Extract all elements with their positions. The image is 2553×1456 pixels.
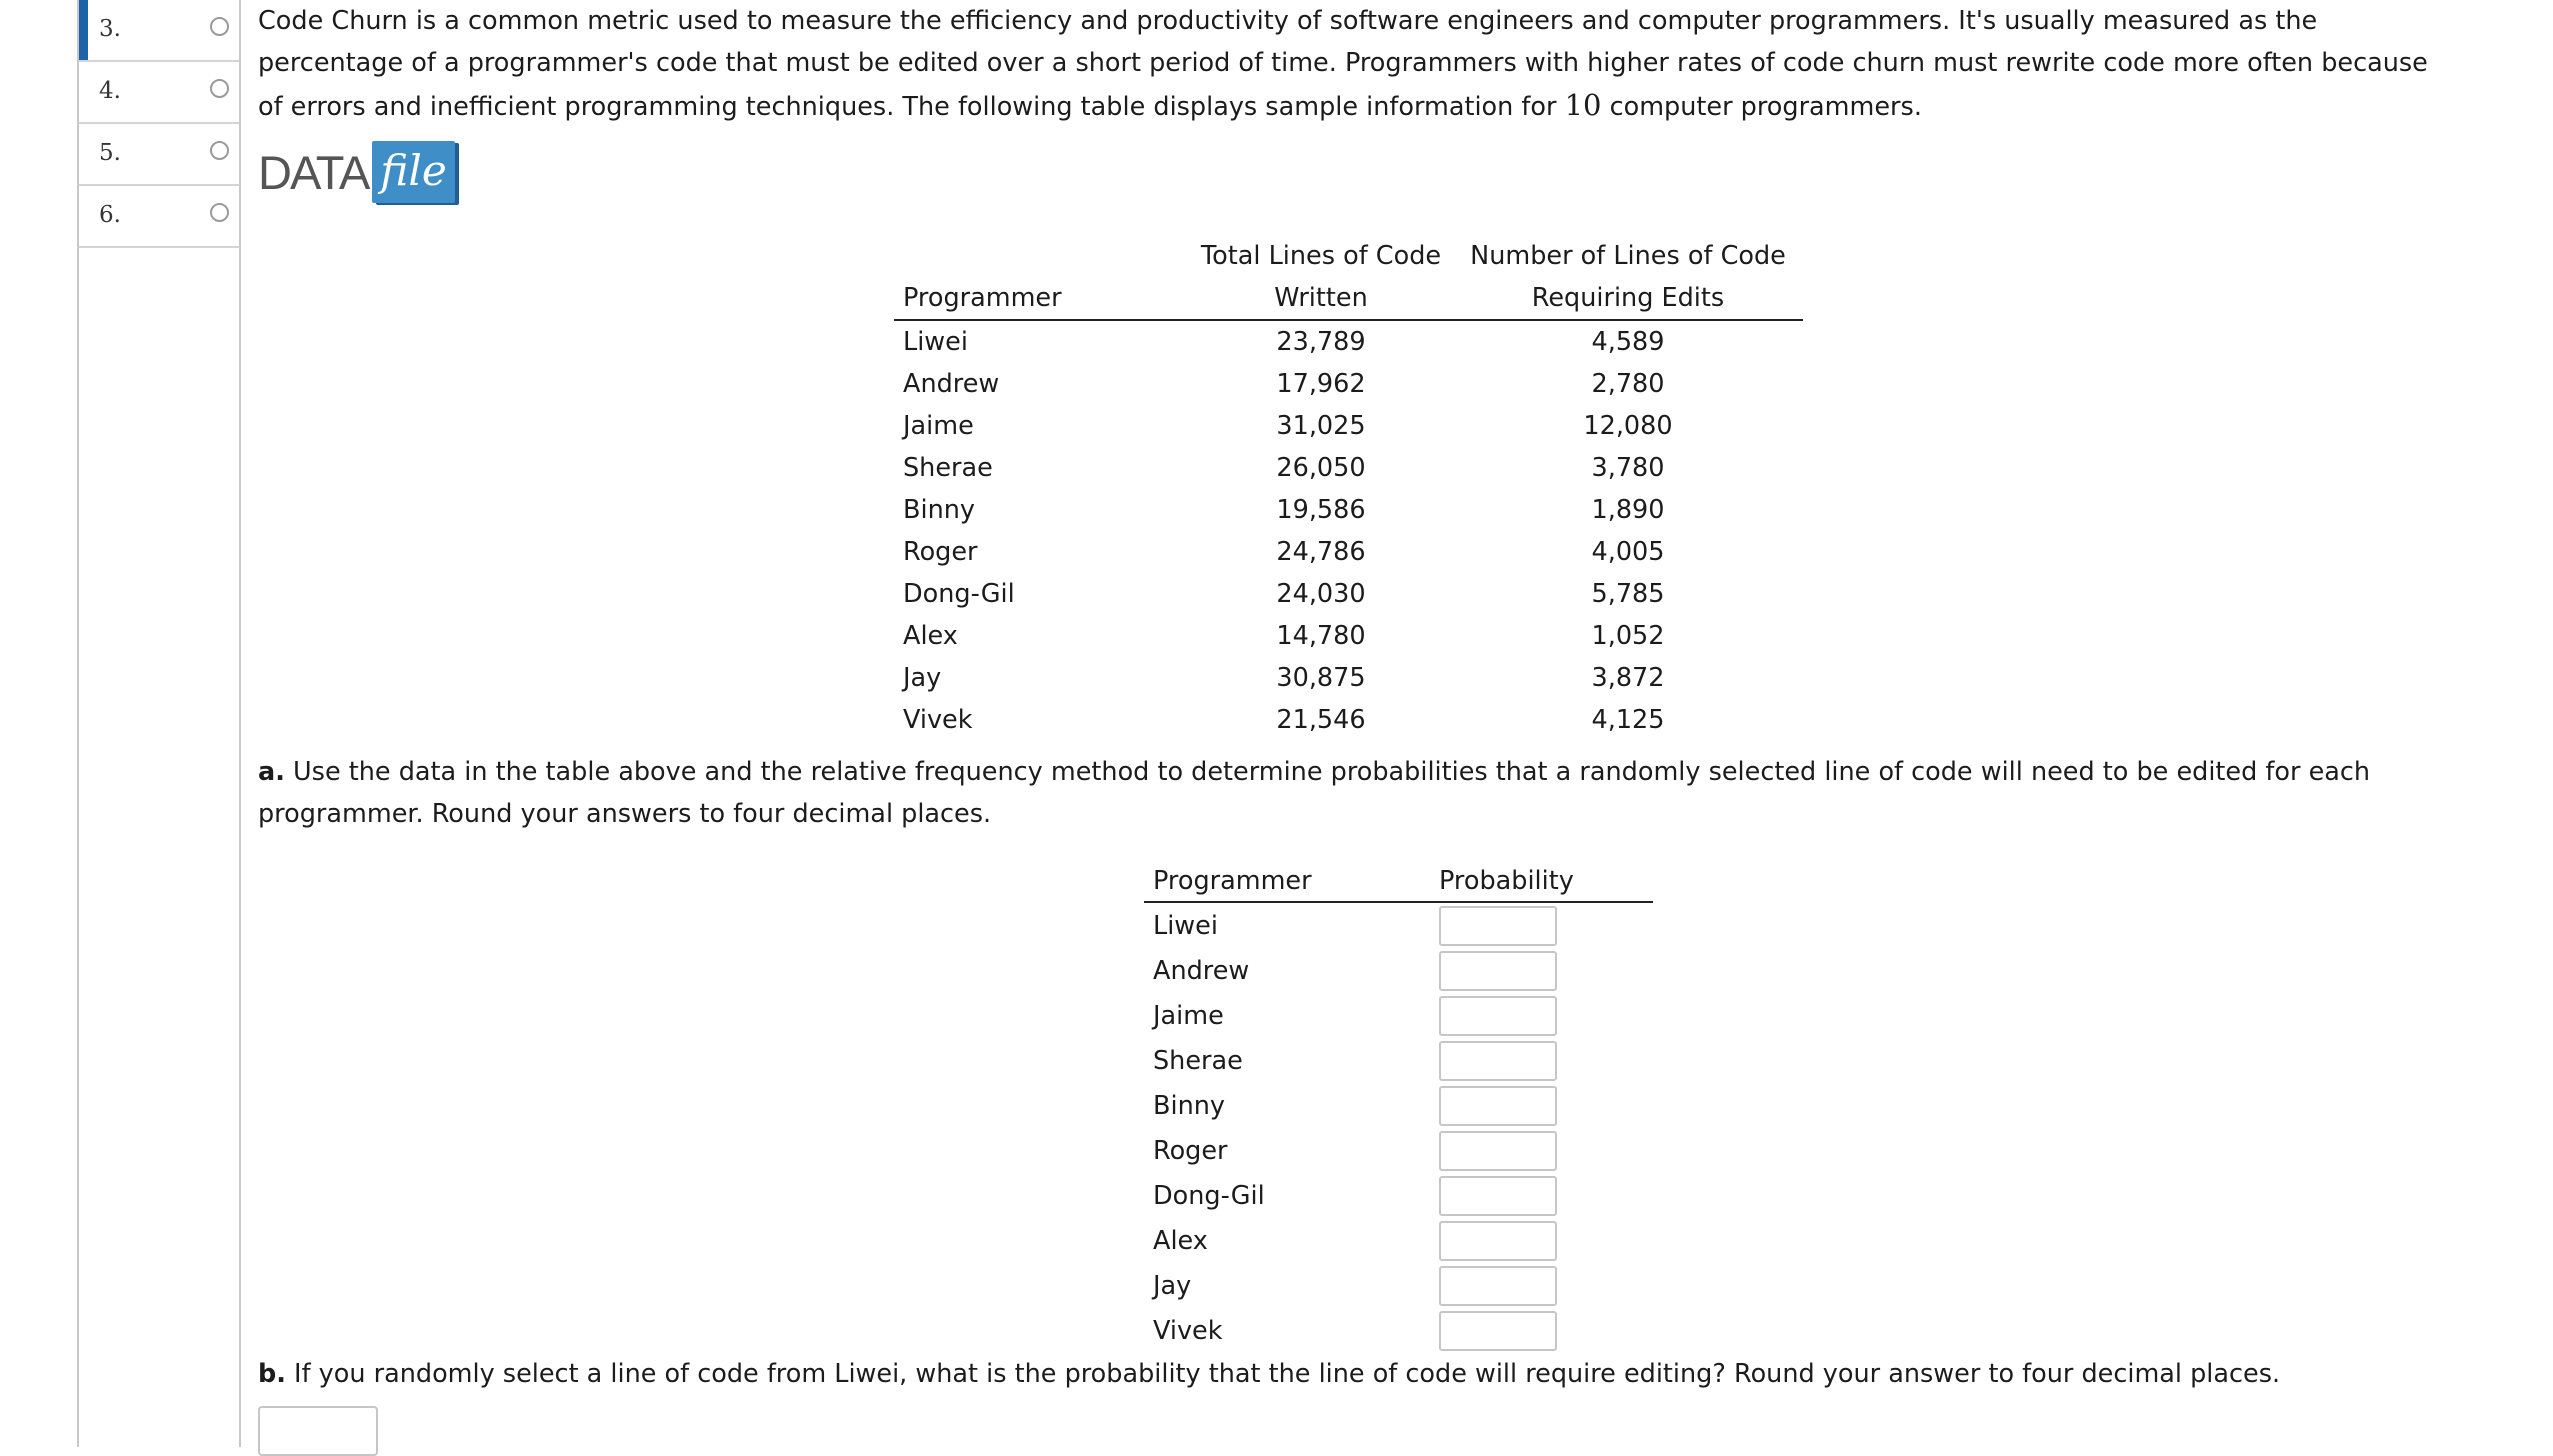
table-row (1144, 1083, 1653, 1128)
part-a-prompt (258, 751, 2508, 835)
part-b-prompt (258, 1353, 2508, 1395)
programmer-name: Liwei (903, 327, 968, 357)
edit-lines: 4,125 (1591, 705, 1665, 735)
programmer-name: Dong-Gil (1153, 1180, 1265, 1211)
probability-input-binny[interactable] (1439, 1086, 1557, 1126)
question-nav-item-6[interactable] (79, 186, 239, 248)
edit-lines: 3,872 (1591, 663, 1665, 693)
probability-input-roger[interactable] (1439, 1131, 1557, 1171)
programmer-name: Binny (1153, 1090, 1225, 1121)
part-a-text: Use the data in the table above and the relative frequency method to determine probabilities that a randomly selected line of code will need to be edited for each programmer. Round your answers to four decimal places. (258, 757, 2371, 829)
programmer-name: Jay (1153, 1270, 1192, 1301)
probability-input-jaime[interactable] (1439, 996, 1557, 1036)
question-nav-item-3[interactable] (79, 0, 239, 62)
table-row (1144, 948, 1653, 993)
probability-input-andrew[interactable] (1439, 951, 1557, 991)
programmer-name: Roger (1153, 1135, 1228, 1166)
programmer-name: Jaime (903, 411, 974, 441)
probability-input-dong-gil[interactable] (1439, 1176, 1557, 1216)
status-circle-icon (210, 79, 229, 98)
probability-answer-table (1144, 861, 1653, 1353)
data-file-link[interactable] (258, 140, 455, 204)
programmer-name: Vivek (903, 705, 973, 735)
edit-lines: 4,589 (1591, 327, 1665, 357)
edit-lines: 12,080 (1583, 411, 1673, 441)
file-badge: file (372, 141, 454, 203)
status-circle-icon (210, 17, 229, 36)
data-file-label: DATA (258, 145, 369, 199)
programmer-data-table (894, 235, 1803, 741)
probability-input-vivek[interactable] (1439, 1311, 1557, 1351)
edit-lines: 1,890 (1591, 495, 1665, 525)
programmer-name: Dong-Gil (903, 579, 1015, 609)
edit-lines: 3,780 (1591, 453, 1665, 483)
intro-paragraph (258, 0, 2438, 128)
column-header-edits: Number of Lines of Code (1470, 241, 1786, 271)
table-row (894, 363, 1803, 405)
probability-input-liwei[interactable] (1439, 906, 1557, 946)
probability-input-sherae[interactable] (1439, 1041, 1557, 1081)
table-row (1144, 993, 1653, 1038)
programmer-name: Sherae (1153, 1045, 1243, 1076)
status-circle-icon (210, 203, 229, 222)
part-b-answer-input[interactable] (258, 1406, 378, 1456)
table-row (894, 489, 1803, 531)
table-row (1144, 902, 1653, 948)
column-header-total: Total Lines of Code (1200, 241, 1442, 271)
table-row (1144, 1128, 1653, 1173)
programmer-name: Andrew (1153, 955, 1250, 986)
programmer-name: Jaime (1153, 1000, 1224, 1031)
question-nav-item-5[interactable] (79, 124, 239, 186)
question-number: 6. (99, 202, 121, 228)
edit-lines: 4,005 (1591, 537, 1665, 567)
programmer-name: Sherae (903, 453, 993, 483)
probability-input-alex[interactable] (1439, 1221, 1557, 1261)
total-lines: 31,025 (1276, 411, 1366, 441)
total-lines: 23,789 (1276, 327, 1366, 357)
total-lines: 26,050 (1276, 453, 1366, 483)
part-a-label: a. (258, 757, 285, 787)
table-row (894, 405, 1803, 447)
total-lines: 19,586 (1276, 495, 1366, 525)
table-row (1144, 1218, 1653, 1263)
column-header-programmer: Programmer (1144, 861, 1439, 902)
total-lines: 30,875 (1276, 663, 1366, 693)
part-b-label: b. (258, 1359, 286, 1389)
status-circle-icon (210, 141, 229, 160)
question-nav-sidebar (77, 0, 241, 1447)
table-row (894, 573, 1803, 615)
total-lines: 24,030 (1276, 579, 1366, 609)
programmer-name: Andrew (903, 369, 1000, 399)
table-row (1144, 1308, 1653, 1353)
table-row (894, 320, 1803, 363)
programmer-name: Vivek (1153, 1315, 1223, 1346)
column-header-total-sub: Written (1189, 277, 1453, 320)
total-lines: 14,780 (1276, 621, 1366, 651)
column-header-probability: Probability (1439, 861, 1653, 902)
programmer-name: Jay (903, 663, 942, 693)
edit-lines: 1,052 (1591, 621, 1665, 651)
probability-input-jay[interactable] (1439, 1266, 1557, 1306)
question-number: 5. (99, 140, 121, 166)
table-row (1144, 1173, 1653, 1218)
table-row (894, 531, 1803, 573)
question-nav-item-4[interactable] (79, 62, 239, 124)
table-row (894, 699, 1803, 741)
programmer-count: 10 (1564, 88, 1602, 122)
question-number: 3. (99, 16, 121, 42)
table-row (894, 615, 1803, 657)
question-number: 4. (99, 78, 121, 104)
table-row (1144, 1263, 1653, 1308)
table-row (894, 657, 1803, 699)
intro-text: Code Churn is a common metric used to measure the efficiency and productivity of software engineers and computer programmers. It's usually measured as the percentage of a programmer's code that must be edited over a short period of time. Programmers with higher rates of code churn must rewrite code more often because of errors and inefficient programming techniques. The following table displays sample information for (258, 6, 2428, 122)
programmer-name: Binny (903, 495, 975, 525)
edit-lines: 2,780 (1591, 369, 1665, 399)
intro-text-end: computer programmers. (1601, 92, 1922, 122)
table-row (1144, 1038, 1653, 1083)
table-row (894, 447, 1803, 489)
edit-lines: 5,785 (1591, 579, 1665, 609)
programmer-name: Alex (903, 621, 958, 651)
total-lines: 21,546 (1276, 705, 1366, 735)
total-lines: 24,786 (1276, 537, 1366, 567)
programmer-name: Alex (1153, 1225, 1208, 1256)
total-lines: 17,962 (1276, 369, 1366, 399)
programmer-name: Liwei (1153, 910, 1218, 941)
column-header-edits-sub: Requiring Edits (1453, 277, 1803, 320)
column-header-programmer: Programmer (894, 277, 1189, 320)
part-b-text: If you randomly select a line of code from Liwei, what is the probability that the line of code will require editing? Round your answer to four decimal places. (285, 1359, 2281, 1389)
programmer-name: Roger (903, 537, 978, 567)
